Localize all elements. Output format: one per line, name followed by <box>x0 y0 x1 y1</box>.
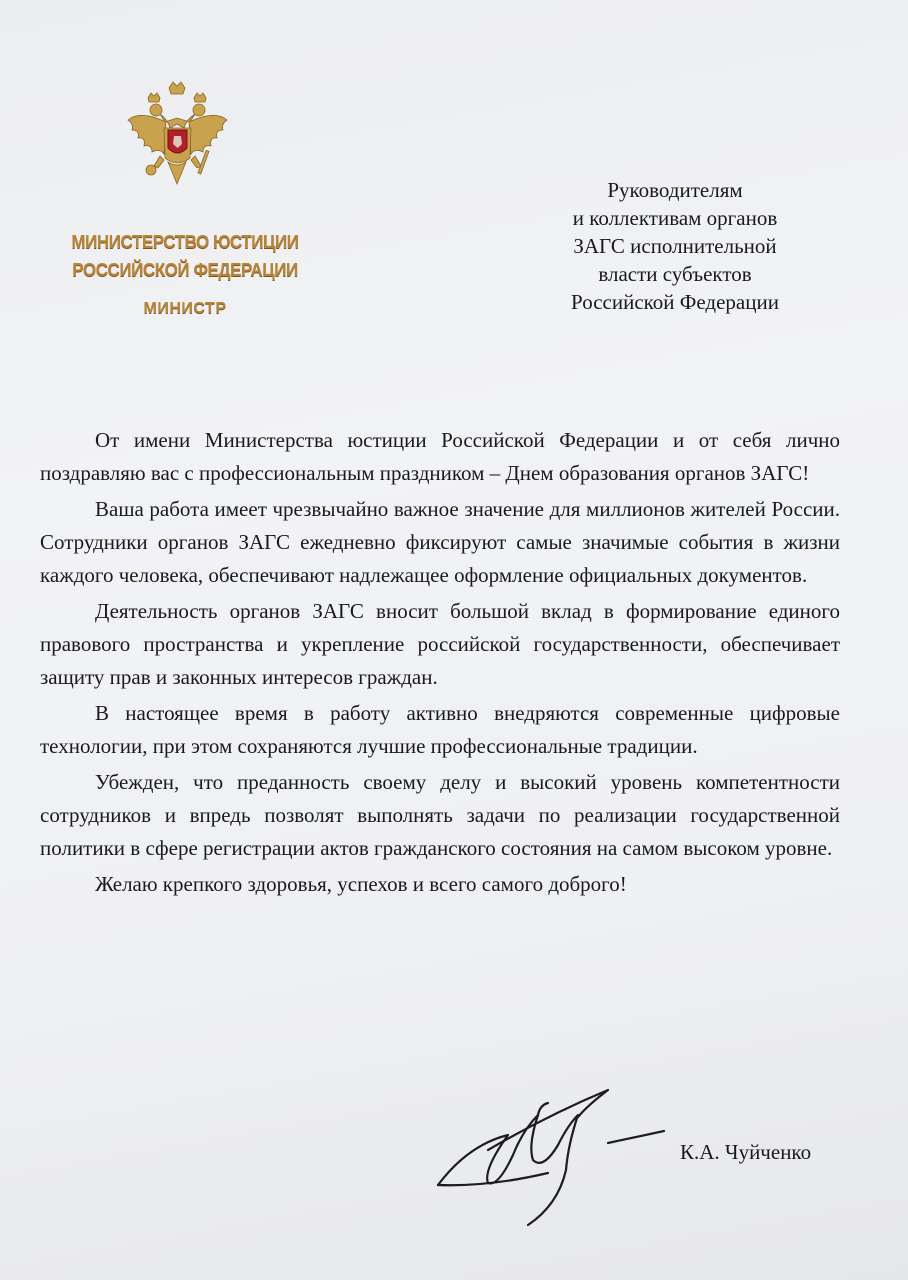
body-paragraph: От имени Министерства юстиции Российской Федерации и от себя лично поздравляю вас с профессиональным праздником – Днем образования органов ЗАГС! <box>40 428 840 485</box>
signer-name: К.А. Чуйченко <box>680 1140 812 1164</box>
addressee-block <box>520 176 830 316</box>
body-paragraph: Деятельность органов ЗАГС вносит большой вклад в формирование единого правового пространства и укрепление российской государственности, обеспечивает защиту прав и законных интересов граждан. <box>40 599 840 689</box>
signature-icon <box>428 1075 668 1235</box>
body-paragraph: Ваша работа имеет чрезвычайно важное значение для миллионов жителей России. Сотрудники органов ЗАГС ежедневно фиксируют самые значимые события в жизни каждого человека, обеспечивают надлежащее оформление официальных документов. <box>40 497 840 587</box>
minister-title: МИНИСТР <box>143 300 227 317</box>
ministry-name-line-2: РОССИЙСКОЙ ФЕДЕРАЦИИ <box>72 259 298 280</box>
addressee-line: Руководителям <box>607 178 743 202</box>
addressee-line: Российской Федерации <box>571 290 779 314</box>
body-paragraph: Желаю крепкого здоровья, успехов и всего самого доброго! <box>95 872 627 896</box>
body-paragraph: В настоящее время в работу активно внедряются современные цифровые технологии, при этом сохраняются лучшие профессиональные традиции. <box>40 701 840 758</box>
letter-body <box>40 424 840 904</box>
ministry-name-line-1: МИНИСТЕРСТВО ЮСТИЦИИ <box>71 231 299 252</box>
coat-of-arms-icon <box>120 80 235 195</box>
ministry-letterhead <box>40 228 330 318</box>
addressee-line: и коллективам органов <box>572 206 778 230</box>
addressee-line: ЗАГС исполнительной <box>573 234 777 258</box>
addressee-line: власти субъектов <box>598 262 752 286</box>
body-paragraph: Убежден, что преданность своему делу и высокий уровень компетентности сотрудников и впредь позволят выполнять задачи по реализации государственной политики в сфере регистрации актов гражданского состояния на самом высоком уровне. <box>40 770 840 860</box>
